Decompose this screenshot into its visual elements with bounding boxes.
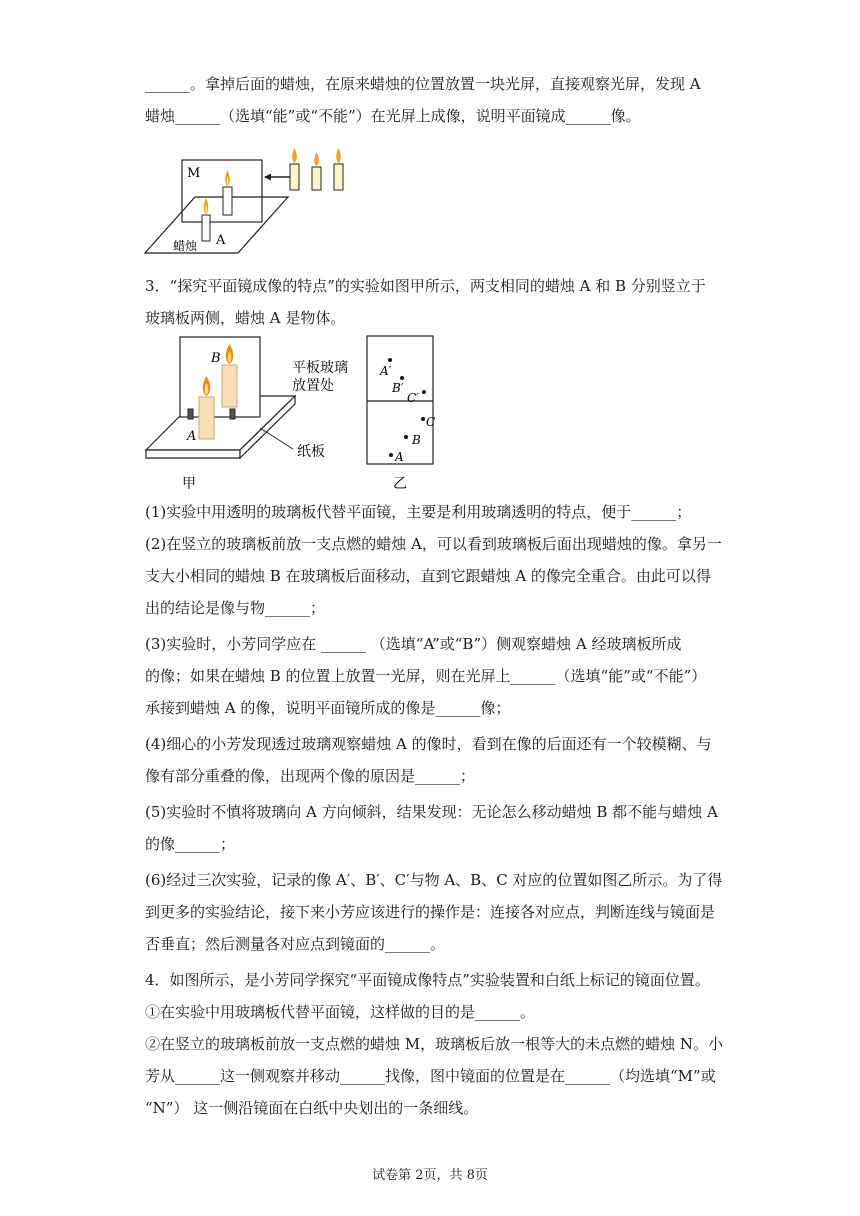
caption-jia: 甲	[182, 476, 196, 492]
label-b: B	[211, 351, 221, 366]
label-paper: 纸板	[297, 444, 325, 460]
text-line: 3．“探究平面镜成像的特点”的实验如图甲所示，两支相同的蜡烛 A 和 B 分别竖立于	[145, 277, 706, 295]
text-line: 的像______；	[145, 835, 236, 853]
question-3-part-4: (4)细心的小芳发现透过玻璃观察蜡烛 A 的像时，看到在像的后面还有一个较模糊、与	[145, 735, 712, 753]
label-candle: 蜡烛	[173, 239, 198, 253]
label-glass-2: 放置处	[292, 378, 334, 394]
point-b-prime: B′	[392, 381, 404, 395]
label-m: M	[187, 166, 201, 181]
question-4-part-2: ②在竖立的玻璃板前放一支点燃的蜡烛 M，玻璃板后放一根等大的未点燃的蜡烛 N。小	[145, 1035, 724, 1053]
point-c: C	[426, 415, 436, 429]
text-line: 玻璃板两侧，蜡烛 A 是物体。	[145, 309, 346, 327]
text-line: 否垂直；然后测量各对应点到镜面的______。	[145, 935, 446, 953]
label-a: A	[187, 429, 197, 444]
text-line: ______。拿掉后面的蜡烛，在原来蜡烛的位置放置一块光屏，直接观察光屏，发现 A	[145, 75, 701, 93]
text-line: 蜡烛______（选填“能”或“不能”）在光屏上成像，说明平面镜成______像。	[145, 107, 641, 125]
point-a-prime: A′	[380, 364, 392, 378]
text-line: 芳从______这一侧观察并移动______找像，图中镜面的位置是在______（均选填“M”或	[145, 1067, 716, 1085]
text-line: “N”） 这一侧沿镜面在白纸中央划出的一条细线。	[145, 1099, 479, 1117]
text-line: 像有部分重叠的像，出现两个像的原因是______；	[145, 767, 476, 785]
question-3-part-1: (1)实验中用透明的玻璃板代替平面镜，主要是利用玻璃透明的特点，便于______；	[145, 503, 692, 521]
point-b: B	[412, 433, 421, 447]
caption-yi: 乙	[393, 476, 407, 492]
question-3-part-5: (5)实验时不慎将玻璃向 A 方向倾斜，结果发现：无论怎么移动蜡烛 B 都不能与蜡烛 A	[145, 803, 718, 821]
point-c-prime: C′	[407, 391, 419, 405]
candle-row	[290, 148, 343, 190]
figure-candle-mirror	[140, 140, 360, 260]
text-line: 支大小相同的蜡烛 B 在玻璃板后面移动，直到它跟蜡烛 A 的像完全重合。由此可以得	[145, 567, 711, 585]
text-line: 承接到蜡烛 A 的像，说明平面镜所成的像是______像；	[145, 699, 511, 717]
text-line: 到更多的实验结论，接下来小芳应该进行的操作是：连接各对应点，判断连线与镜面是	[145, 903, 716, 921]
question-4-stem: 4．如图所示，是小芳同学探究“平面镜成像特点”实验装置和白纸上标记的镜面位置。	[145, 971, 710, 989]
question-3-part-6: (6)经过三次实验，记录的像 A′、B′、C′与物 A、B、C 对应的位置如图乙所示。为了得	[145, 871, 723, 889]
figure-jia-yi	[140, 334, 440, 494]
question-4-part-1: ①在实验中用玻璃板代替平面镜，这样做的目的是______。	[145, 1003, 536, 1021]
label-glass-1: 平板玻璃	[292, 360, 348, 376]
point-a: A	[395, 450, 404, 464]
text-line: 的像；如果在蜡烛 B 的位置上放置一光屏，则在光屏上______（选填“能”或“不能”）	[145, 667, 707, 685]
page-footer: 试卷第 2页，共 8页	[372, 1168, 488, 1183]
label-a: A	[216, 233, 226, 248]
question-3-part-3: (3)实验时，小芳同学应在 ______ （选填“A”或“B”）侧观察蜡烛 A 经玻璃板所成	[145, 635, 682, 653]
text-line: 出的结论是像与物______；	[145, 599, 326, 617]
question-3-part-2: (2)在竖立的玻璃板前放一支点燃的蜡烛 A，可以看到玻璃板后面出现蜡烛的像。拿另一	[145, 535, 722, 553]
